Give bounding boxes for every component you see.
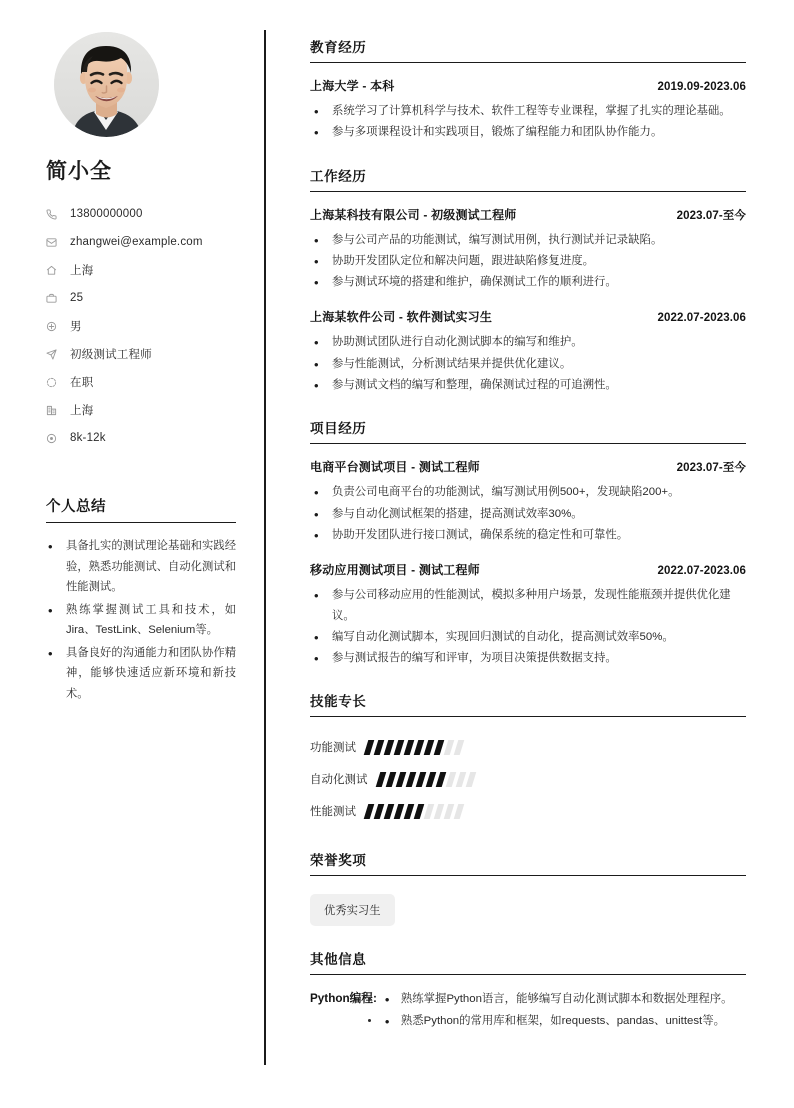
skill-row xyxy=(310,731,746,763)
skill-mark-empty xyxy=(455,772,466,787)
status-badge: 优秀实习生 xyxy=(310,894,395,926)
skill-mark-empty xyxy=(454,740,465,755)
work-entry xyxy=(310,308,746,395)
entry-date: 2022.07-2023.06 xyxy=(657,312,746,325)
list-item: • 参与多项课程设计和实践项目，锻炼了编程能力和团队协作能力。 xyxy=(310,122,746,142)
skill-mark-filled xyxy=(364,804,375,819)
list-item: • • 熟悉Python的常用库和框架，如requests、pandas、unittest等。 xyxy=(381,1011,746,1031)
section-work xyxy=(310,165,746,396)
briefcase-icon xyxy=(46,291,63,305)
entry-bullets xyxy=(310,482,746,545)
page-title: 简小全 xyxy=(46,160,112,183)
list-item: • 协助测试团队进行自动化测试脚本的编写和维护。 xyxy=(310,332,746,352)
project-entry xyxy=(310,458,746,545)
list-item: • 负责公司电商平台的功能测试，编写测试用例500+，发现缺陷200+。 xyxy=(310,482,746,502)
section-projects-title: 项目经历 xyxy=(310,417,746,444)
contact-salary-value: 8k-12k xyxy=(70,432,106,445)
section-projects xyxy=(310,417,746,668)
work-entry xyxy=(310,206,746,293)
section-summary-title: 个人总结 xyxy=(46,495,236,523)
skill-mark-filled xyxy=(375,772,386,787)
main-content xyxy=(264,0,794,1108)
list-item: • 参与公司移动应用的性能测试，模拟多种用户场景，发现性能瓶颈并提供优化建议。 xyxy=(310,585,746,626)
contact-city xyxy=(46,396,236,424)
skill-mark-filled xyxy=(424,740,435,755)
skill-mark-empty xyxy=(444,740,455,755)
section-awards xyxy=(310,849,746,926)
status-refresh-icon xyxy=(46,375,63,389)
entry-bullets xyxy=(310,101,746,143)
list-item: • 熟练掌握测试工具和技术，如Jira、TestLink、Selenium等。 xyxy=(46,600,236,641)
contact-phone xyxy=(46,200,236,228)
entry-title: 上海大学 - 本科 xyxy=(310,79,395,93)
list-item: • 协助开发团队进行接口测试，确保系统的稳定性和可靠性。 xyxy=(310,525,746,545)
skill-mark-filled xyxy=(394,740,405,755)
list-item: • 具备扎实的测试理论基础和实践经验，熟悉功能测试、自动化测试和性能测试。 xyxy=(46,536,236,598)
section-education xyxy=(310,36,746,143)
skill-mark-filled xyxy=(385,772,396,787)
contact-email-value: zhangwei@example.com xyxy=(70,236,203,249)
list-item: • • 熟练掌握Python语言，能够编写自动化测试脚本和数据处理程序。 xyxy=(381,989,746,1009)
skill-mark-empty xyxy=(465,772,476,787)
skill-mark-filled xyxy=(435,772,446,787)
skill-mark-filled xyxy=(415,772,426,787)
entry-bullets xyxy=(310,230,746,293)
phone-icon xyxy=(46,207,63,221)
skill-row xyxy=(310,795,746,827)
skill-mark-empty xyxy=(445,772,456,787)
skill-mark-filled xyxy=(384,804,395,819)
paper-plane-icon xyxy=(46,347,63,361)
section-awards-title: 荣誉奖项 xyxy=(310,849,746,876)
skill-rating xyxy=(378,772,474,787)
contact-city-value: 上海 xyxy=(70,405,94,418)
entry-date: 2022.07-2023.06 xyxy=(657,565,746,578)
skill-name: 自动化测试 xyxy=(310,774,368,787)
other-group-bullets xyxy=(377,989,746,1032)
contact-position xyxy=(46,340,236,368)
skill-mark-filled xyxy=(425,772,436,787)
contact-position-value: 初级测试工程师 xyxy=(70,349,152,362)
list-item: • 参与自动化测试框架的搭建，提高测试效率30%。 xyxy=(310,504,746,524)
section-skills xyxy=(310,690,746,827)
contact-gender xyxy=(46,312,236,340)
contact-salary xyxy=(46,424,236,452)
contact-status xyxy=(46,368,236,396)
contact-location-value: 上海 xyxy=(70,265,94,278)
section-other xyxy=(310,948,746,1032)
list-item: • 协助开发团队定位和解决问题，跟进缺陷修复进度。 xyxy=(310,251,746,271)
list-item: • 参与性能测试，分析测试结果并提供优化建议。 xyxy=(310,354,746,374)
skill-rating xyxy=(366,740,462,755)
section-education-title: 教育经历 xyxy=(310,36,746,63)
column-divider xyxy=(264,30,266,1065)
entry-date: 2019.09-2023.06 xyxy=(657,81,746,93)
contact-age-value: 25 xyxy=(70,292,84,305)
skill-mark-filled xyxy=(374,804,385,819)
skill-rating xyxy=(366,804,462,819)
avatar xyxy=(54,32,159,137)
entry-title: 移动应用测试项目 - 测试工程师 xyxy=(310,563,480,578)
list-item: • 参与测试环境的搭建和维护，确保测试工作的顺利进行。 xyxy=(310,272,746,292)
entry-bullets xyxy=(310,332,746,395)
skill-mark-filled xyxy=(395,772,406,787)
section-work-title: 工作经历 xyxy=(310,165,746,192)
entry-date: 2023.07-至今 xyxy=(676,209,746,222)
project-entry xyxy=(310,561,746,668)
salary-target-icon xyxy=(46,431,63,445)
skill-mark-filled xyxy=(384,740,395,755)
entry-date: 2023.07-至今 xyxy=(676,462,746,475)
skill-mark-empty xyxy=(454,804,465,819)
skill-row xyxy=(310,763,746,795)
skill-mark-filled xyxy=(404,804,415,819)
gender-icon xyxy=(46,319,63,333)
contact-list xyxy=(46,200,236,452)
skill-name: 功能测试 xyxy=(310,742,356,755)
education-entry xyxy=(310,77,746,143)
list-item: • 参与测试报告的编写和评审，为项目决策提供数据支持。 xyxy=(310,648,746,668)
skill-mark-filled xyxy=(404,740,415,755)
skill-mark-filled xyxy=(374,740,385,755)
contact-age xyxy=(46,284,236,312)
list-item: • 参与公司产品的功能测试，编写测试用例，执行测试并记录缺陷。 xyxy=(310,230,746,250)
list-item: • 编写自动化测试脚本，实现回归测试的自动化，提高测试效率50%。 xyxy=(310,627,746,647)
envelope-icon xyxy=(46,235,63,249)
building-icon xyxy=(46,403,63,417)
award-list xyxy=(310,890,746,926)
home-icon xyxy=(46,263,63,277)
skill-mark-filled xyxy=(434,740,445,755)
entry-title: 电商平台测试项目 - 测试工程师 xyxy=(310,460,480,475)
other-group xyxy=(310,989,746,1032)
skill-mark-filled xyxy=(364,740,375,755)
section-summary xyxy=(46,495,236,704)
contact-phone-value: 13800000000 xyxy=(70,208,143,221)
skill-mark-empty xyxy=(424,804,435,819)
skills-list xyxy=(310,717,746,827)
summary-bullets xyxy=(46,536,236,704)
section-skills-title: 技能专长 xyxy=(310,690,746,717)
list-item: • 系统学习了计算机科学与技术、软件工程等专业课程，掌握了扎实的理论基础。 xyxy=(310,101,746,121)
contact-gender-value: 男 xyxy=(70,321,82,334)
list-item: • 具备良好的沟通能力和团队协作精神，能够快速适应新环境和新技术。 xyxy=(46,643,236,705)
list-item: • 参与测试文档的编写和整理，确保测试过程的可追溯性。 xyxy=(310,375,746,395)
entry-title: 上海某软件公司 - 软件测试实习生 xyxy=(310,310,493,325)
section-other-title: 其他信息 xyxy=(310,948,746,975)
skill-name: 性能测试 xyxy=(310,806,356,819)
skill-mark-filled xyxy=(414,740,425,755)
contact-location xyxy=(46,256,236,284)
entry-title: 上海某科技有限公司 - 初级测试工程师 xyxy=(310,207,517,222)
skill-mark-filled xyxy=(414,804,425,819)
other-group-label: Python编程: xyxy=(310,992,377,1006)
skill-mark-empty xyxy=(444,804,455,819)
skill-mark-filled xyxy=(394,804,405,819)
contact-email xyxy=(46,228,236,256)
entry-bullets xyxy=(310,585,746,668)
contact-status-value: 在职 xyxy=(70,377,94,390)
skill-mark-filled xyxy=(405,772,416,787)
skill-mark-empty xyxy=(434,804,445,819)
sidebar xyxy=(0,0,264,1108)
